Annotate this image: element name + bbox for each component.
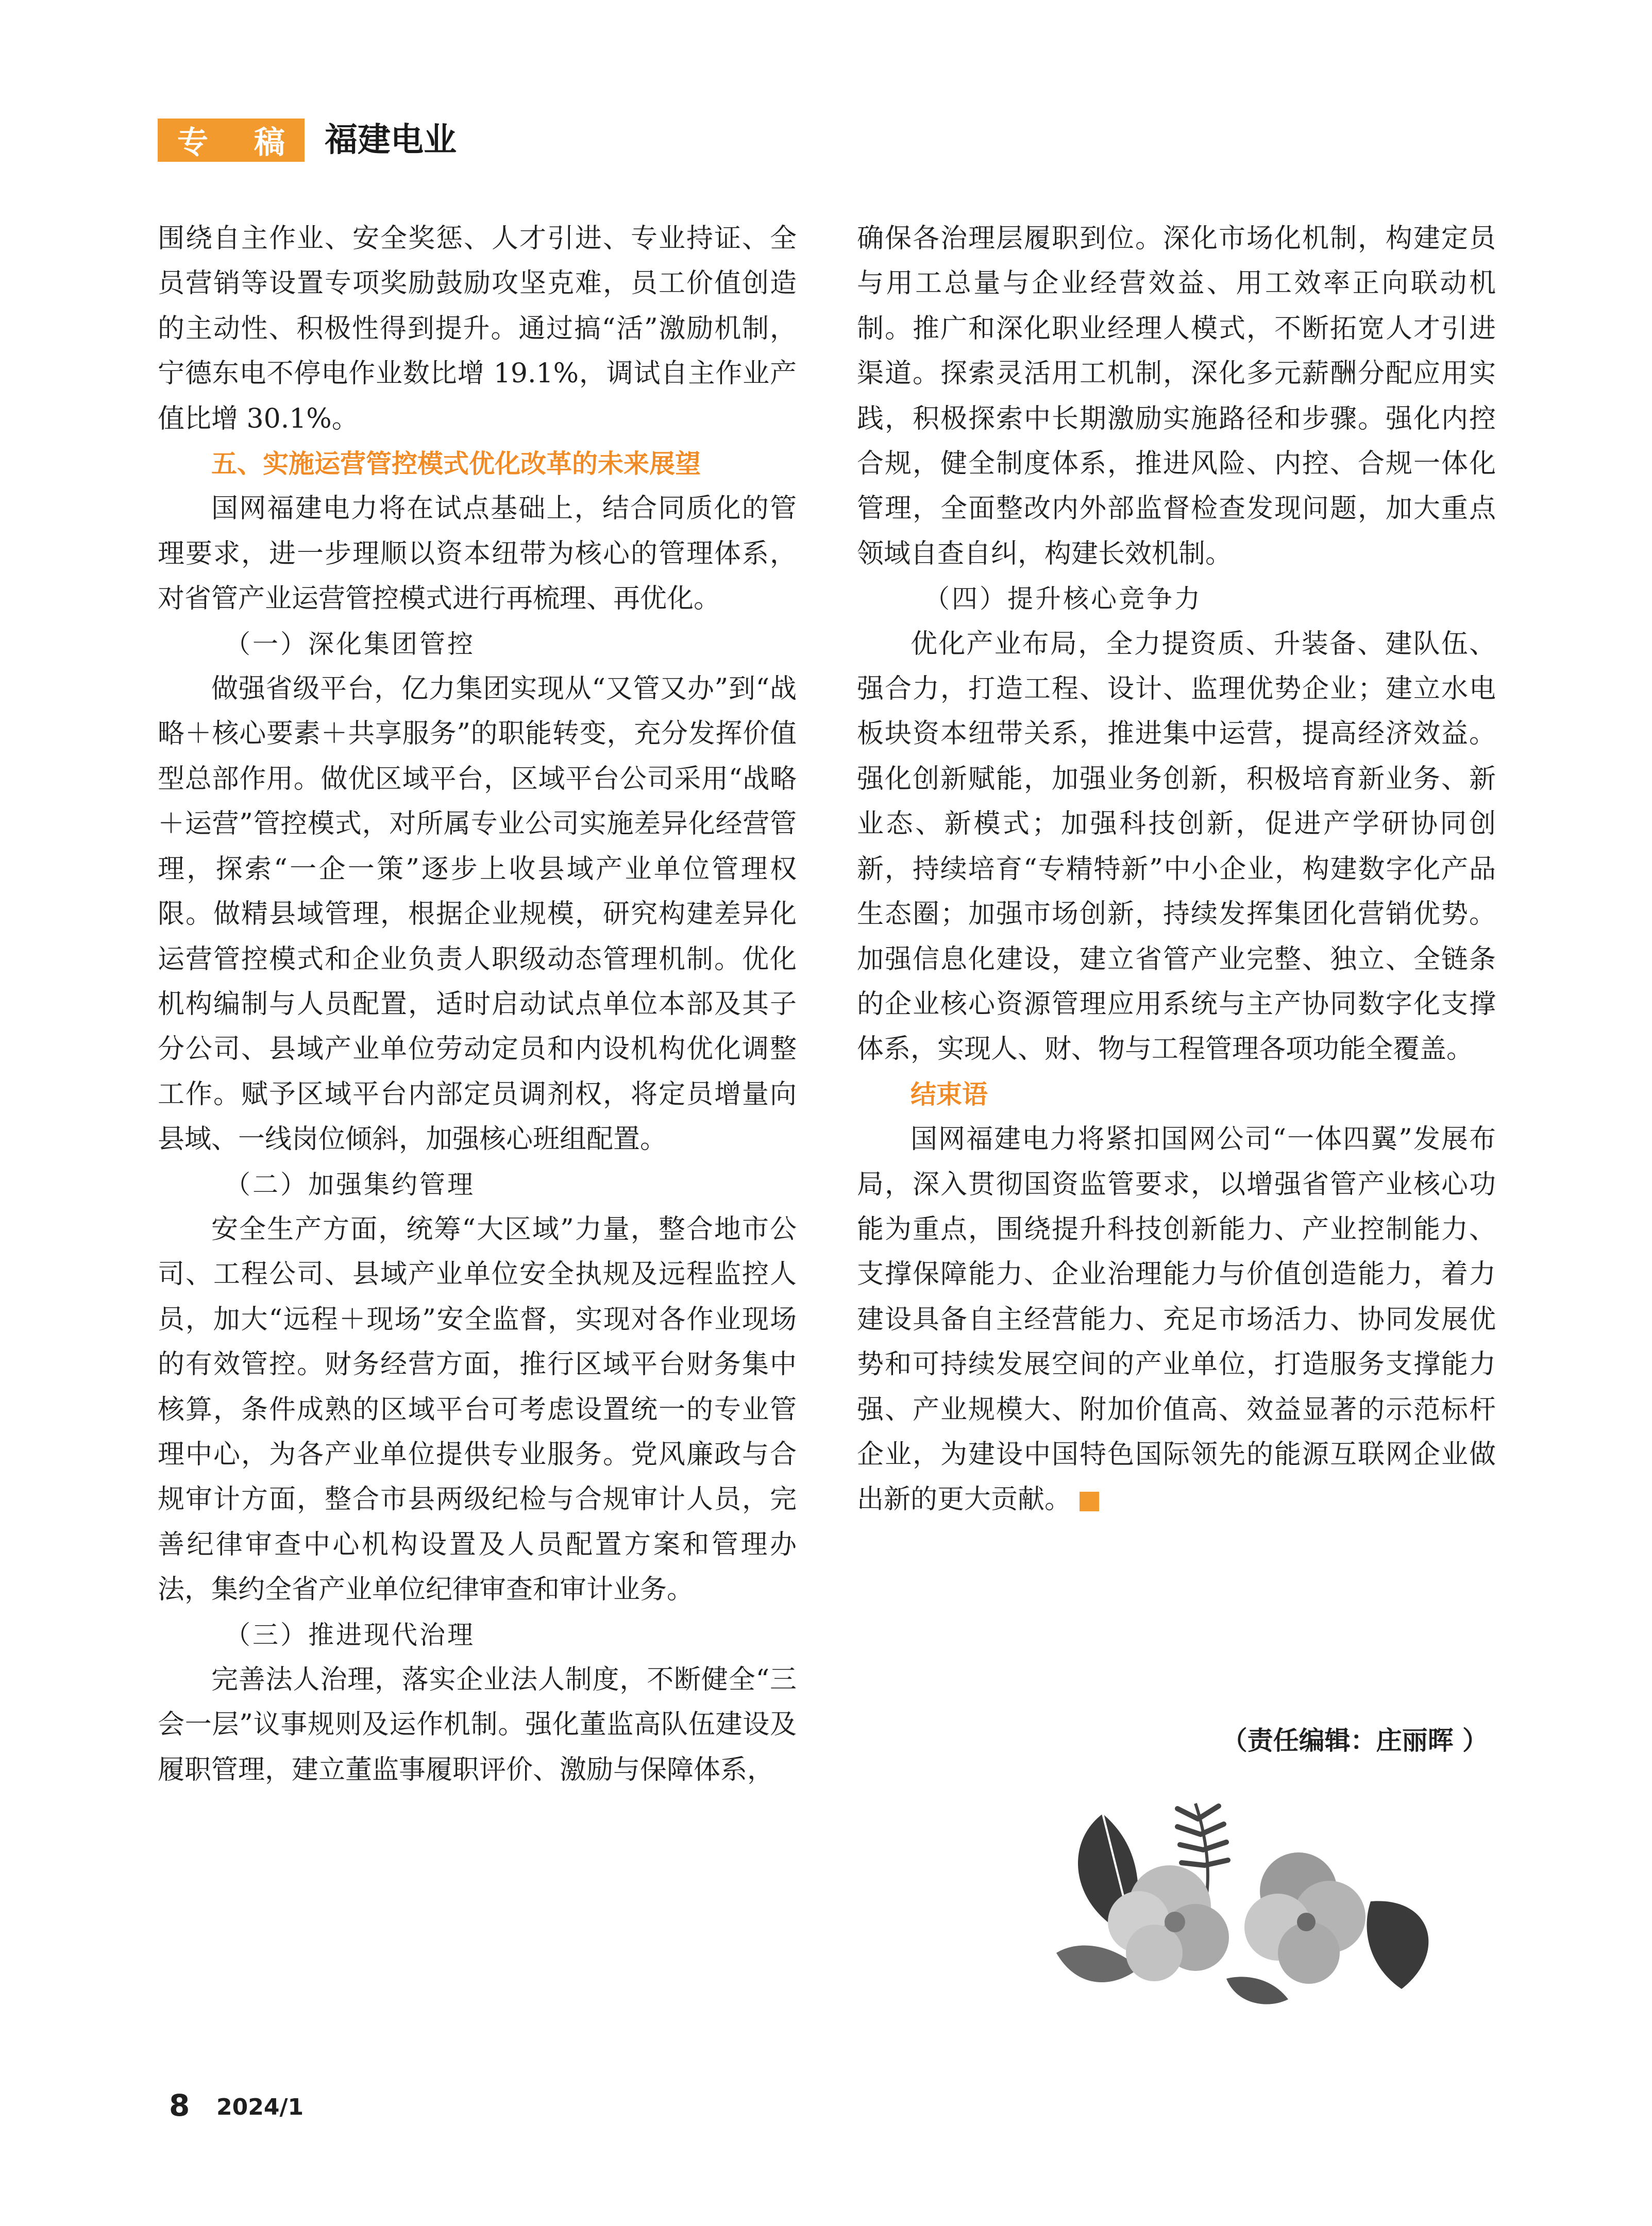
column-tag: [158, 119, 305, 162]
flower-icon: [1244, 1852, 1366, 1984]
paragraph: 做强省级平台，亿力集团实现从“又管又办”到“战略＋核心要素＋共享服务”的职能转变，充分发挥价值型总部作用。做优区域平台，区域平台公司采用“战略＋运营”管控模式，对所属专业公司实施差异化经营管理，探索“一企一策”逐步上收县域产业单位管理权限。做精县域管理，根据企业规模，研究构建差异化运营管控模式和企业负责人职级动态管理机制。优化机构编制与人员配置，适时启动试点单位本部及其子分公司、县域产业单位劳动定员和内设机构优化调整工作。赋予区域平台内部定员调剂权，将定员增量向县域、一线岗位倾斜，加强核心班组配置。: [158, 673, 797, 1155]
subsection-heading: （二）加强集约管理: [225, 1169, 475, 1200]
subsection-heading: （四）提升核心竞争力: [924, 584, 1202, 614]
page-number: 8: [169, 2088, 190, 2123]
paragraph: 确保各治理层履职到位。深化市场化机制，构建定员与用工总量与企业经营效益、用工效率正向联动机制。推广和深化职业经理人模式，不断拓宽人才引进渠道。探索灵活用工机制，深化多元薪酬分配应用实践，积极探索中长期激励实施路径和步骤。强化内控合规，健全制度体系，推进风险、内控、合规一体化管理，全面整改内外部监督检查发现问题，加大重点领域自查自纠，构建长效机制。: [857, 223, 1496, 569]
subsection-heading: （一）深化集团管控: [225, 629, 475, 659]
column-tag-char-1: 专: [177, 125, 208, 161]
paragraph: 安全生产方面，统筹“大区域”力量，整合地市公司、工程公司、县域产业单位安全执规及远程监控人员，加大“远程＋现场”安全监督，实现对各作业现场的有效管控。财务经营方面，推行区域平台财务集中核算，条件成熟的区域平台可考虑设置统一的专业管理中心，为各产业单位提供专业服务。党风廉政与合规审计方面，整合市县两级纪检与合规审计人员，完善纪律审查中心机构设置及人员配置方案和管理办法，集约全省产业单位纪律审查和审计业务。: [158, 1213, 797, 1606]
conclusion-text: 国网福建电力将紧扣国网公司“一体四翼”发展布局，深入贯彻国资监管要求，以增强省管产业核心功能为重点，围绕提升科技创新能力、产业控制能力、支撑保障能力、企业治理能力与价值创造能力，着力建设具备自主经营能力、充足市场活力、协同发展优势和可持续发展空间的产业单位，打造服务支撑能力强、产业规模大、附加价值高、效益显著的示范标杆企业，为建设中国特色国际领先的能源互联网企业做出新的更大贡献。: [857, 1124, 1496, 1515]
flower-illustration-icon: [1041, 1783, 1453, 2025]
journal-title: 福建电业: [325, 121, 457, 159]
end-mark-icon: [1080, 1492, 1099, 1511]
subsection-heading: （三）推进现代治理: [225, 1620, 475, 1650]
paragraph: 优化产业布局，全力提资质、升装备、建队伍、强合力，打造工程、设计、监理优势企业；建立水电板块资本纽带关系，推进集中运营，提高经济效益。强化创新赋能，加强业务创新，积极培育新业务、新业态、新模式；加强科技创新，促进产学研协同创新，持续培育“专精特新”中小企业，构建数字化产品生态圈；加强市场创新，持续发挥集团化营销优势。加强信息化建设，建立省管产业完整、独立、全链条的企业核心资源管理应用系统与主产协同数字化支撑体系，实现人、财、物与工程管理各项功能全覆盖。: [857, 628, 1496, 1065]
paragraph: 围绕自主作业、安全奖惩、人才引进、专业持证、全员营销等设置专项奖励鼓励攻坚克难，员工价值创造的主动性、积极性得到提升。通过搞“活”激励机制，宁德东电不停电作业数比增 19.1%，调试自主作业产值比增 30.1%。: [158, 223, 797, 434]
paragraph: 完善法人治理，落实企业法人制度，不断健全“三会一层”议事规则及运作机制。强化董监高队伍建设及履职管理，建立董监事履职评价、激励与保障体系，: [158, 1664, 797, 1785]
conclusion-heading: 结束语: [911, 1079, 988, 1109]
leaf-icon: [1226, 1977, 1288, 2004]
leaf-icon: [1367, 1901, 1429, 1989]
editor-credit: （责任编辑：庄丽晖 ）: [1221, 1726, 1488, 1756]
left-column: [158, 216, 797, 1793]
issue-date: 2024/1: [216, 2094, 304, 2120]
section-heading: 五、实施运营管控模式优化改革的未来展望: [211, 449, 701, 479]
paragraph-with-end-mark: [857, 1117, 1496, 1523]
column-tag-char-2: 稿: [254, 125, 285, 161]
right-column: [857, 216, 1496, 1523]
paragraph: 国网福建电力将在试点基础上，结合同质化的管理要求，进一步理顺以资本纽带为核心的管理体系，对省管产业运营管控模式进行再梳理、再优化。: [158, 493, 797, 615]
